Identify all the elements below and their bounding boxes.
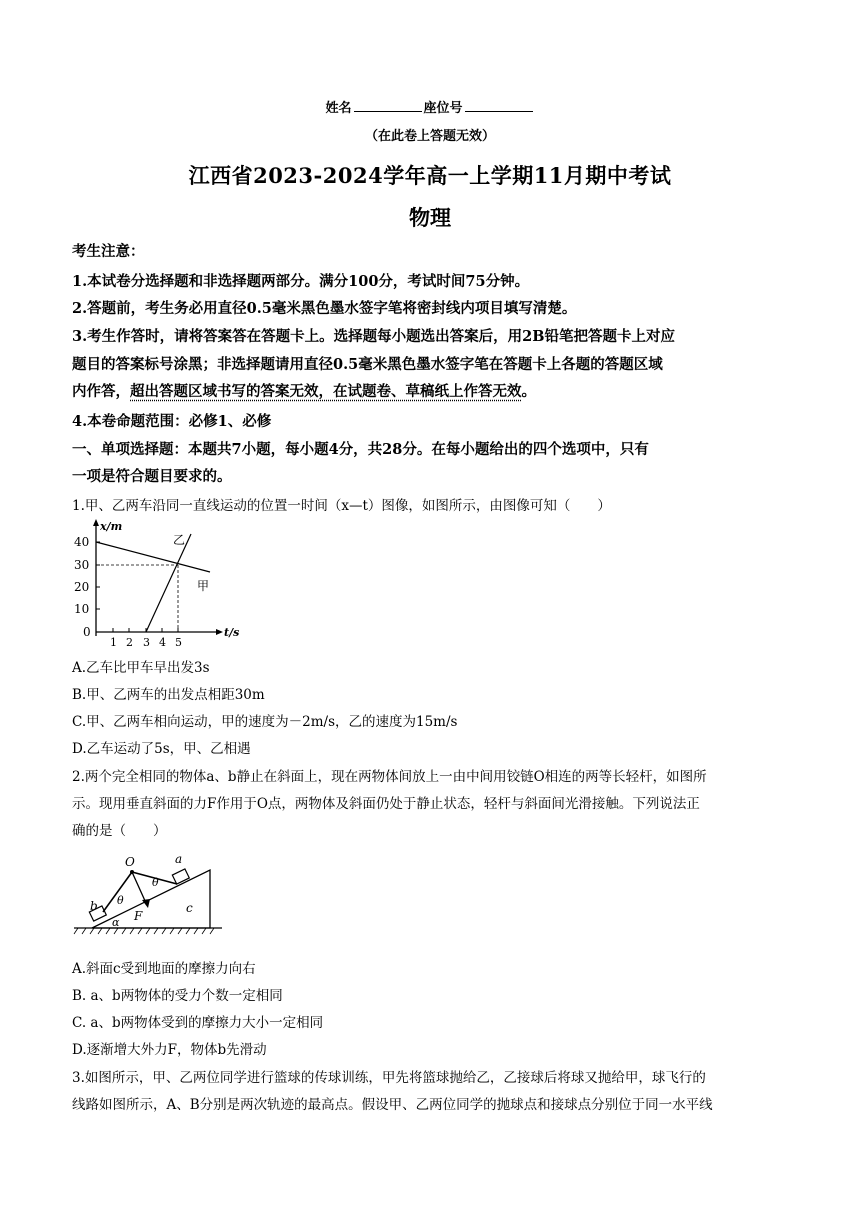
q2-stem-line3: 确的是（ ） [72,823,167,839]
instruction-3-line1: 3.考生作答时，请将答案答在答题卡上。选择题每小题选出答案后，用2B铅笔把答题卡上对应 [72,328,675,345]
exam-subject: 物理 [409,205,451,230]
y-tick-20: 20 [74,580,90,594]
section1-line2: 一项是符合题目要求的。 [72,468,232,485]
x-tick-1: 1 [110,636,117,649]
label-theta-2: θ [152,876,159,889]
y-axis-label: x/m [100,520,123,533]
q1-option-a: A.乙车比甲车早出发3s [72,660,210,676]
q2-option-a: A.斜面c受到地面的摩擦力向右 [72,961,256,977]
x-tick-5: 5 [175,636,182,649]
invalid-note: （在此卷上答题无效） [364,129,495,144]
instruction-3-line3-start: 内作答， [72,383,130,400]
label-alpha: α [112,916,120,929]
q2-incline-figure [70,848,230,940]
instruction-1: 1.本试卷分选择题和非选择题两部分。满分100分，考试时间75分钟。 [72,273,530,290]
x-tick-2: 2 [126,636,133,649]
instruction-3-line3-end: 。 [521,383,536,400]
label-f: F [134,909,143,923]
seat-blank [465,99,533,112]
y-tick-40: 40 [74,535,90,549]
q3-stem-line2: 线路如图所示，A、B分别是两次轨迹的最高点。假设甲、乙两位同学的抛球点和接球点分别位于同一水平线 [72,1097,713,1113]
line-yi-label: 乙 [173,533,186,547]
y-tick-10: 10 [74,602,90,616]
label-c: c [186,901,193,915]
q1-option-d: D.乙车运动了5s，甲、乙相遇 [72,741,251,757]
q2-stem-line2: 示。现用垂直斜面的力F作用于O点，两物体及斜面仍处于静止状态，轻杆与斜面间光滑接触。下列说法正 [72,796,700,812]
q2-option-b: B. a、b两物体的受力个数一定相同 [72,988,283,1004]
y-tick-30: 30 [74,558,90,572]
name-blank [354,99,422,112]
instructions-heading: 考生注意： [72,243,145,260]
q1-xt-graph [70,516,260,651]
exam-title: 江西省2023-2024学年高一上学期11月期中考试 [188,163,672,188]
label-a-block: a [175,852,183,866]
q1-option-c: C.甲、乙两车相向运动，甲的速度为－2m/s，乙的速度为15m/s [72,714,458,730]
q2-option-d: D.逐渐增大外力F，物体b先滑动 [72,1042,267,1058]
section1-line1: 一、单项选择题：本题共7小题，每小题4分，共28分。在每小题给出的四个选项中，只有 [72,441,649,458]
instruction-3-line3 [72,380,536,401]
instruction-3-line2: 题目的答案标号涂黑；非选择题请用直径0.5毫米黑色墨水签字笔在答题卡上各题的答题区域 [72,356,663,373]
x-axis-label: t/s [224,626,240,639]
line-jia-label: 甲 [197,579,210,593]
x-tick-4: 4 [159,636,166,649]
instruction-3-emphasis: 超出答题区域书写的答案无效，在试题卷、草稿纸上作答无效 [130,383,522,400]
name-label: 姓名 [325,101,352,116]
origin-label: 0 [83,625,91,639]
q1-option-b: B.甲、乙两车的出发点相距30m [72,687,265,703]
label-b: b [90,899,98,913]
q2-option-c: C. a、b两物体受到的摩擦力大小一定相同 [72,1015,324,1031]
q1-stem: 1.甲、乙两车沿同一直线运动的位置一时间（x—t）图像，如图所示，由图像可知（ ） [72,498,611,514]
name-seat-line [0,97,860,116]
label-theta-1: θ [117,894,124,907]
seat-label: 座位号 [423,101,463,116]
x-tick-3: 3 [143,636,150,649]
q2-stem-line1: 2.两个完全相同的物体a、b静止在斜面上，现在两物体间放上一由中间用铰链O相连的两等长轻杆，如图所 [72,769,707,785]
q3-stem-line1: 3.如图所示，甲、乙两位同学进行篮球的传球训练，甲先将篮球抛给乙，乙接球后将球又抛给甲，球飞行的 [72,1070,706,1086]
instruction-4: 4.本卷命题范围：必修1、必修 [72,413,272,430]
label-o: O [125,855,135,869]
instruction-2: 2.答题前，考生务必用直径0.5毫米黑色墨水签字笔将密封线内项目填写清楚。 [72,300,577,317]
